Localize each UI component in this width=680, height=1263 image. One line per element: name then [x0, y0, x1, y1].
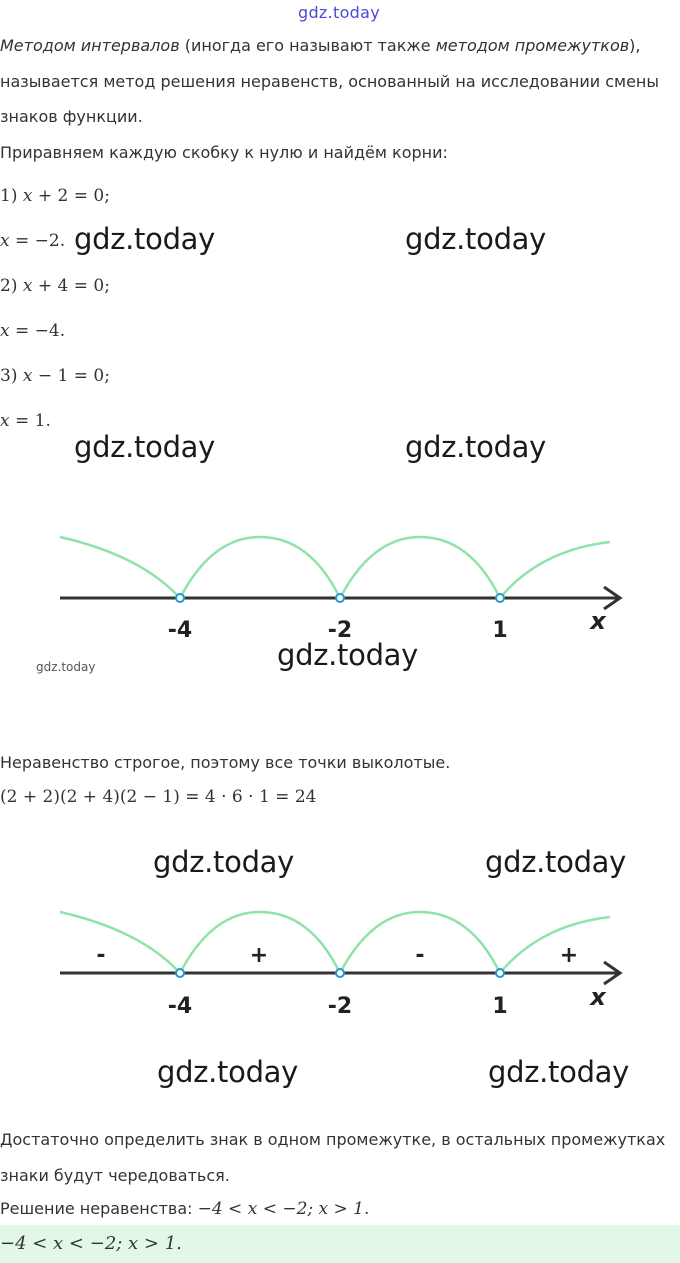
answer-box — [0, 1225, 680, 1263]
point-label: -2 — [327, 618, 353, 643]
root-1 — [0, 231, 65, 251]
watermark-top: gdz.today — [298, 3, 380, 22]
open-point — [176, 594, 184, 602]
intro-line-3: знаков функции. — [0, 107, 143, 126]
equation-2 — [0, 276, 110, 296]
watermark-small: gdz.today — [36, 660, 96, 674]
equation-number: 1) — [0, 186, 18, 206]
term-interval-method: Методом интервалов — [0, 36, 180, 55]
watermark: gdz.today — [157, 1055, 299, 1089]
equation-number: 3) — [0, 366, 18, 386]
point-label: 1 — [492, 994, 508, 1019]
number-line-roots — [0, 525, 680, 650]
intro-line-2: называется метод решения неравенств, основанный на исследовании смены — [0, 72, 660, 91]
watermark: gdz.today — [74, 222, 216, 256]
watermark: gdz.today — [405, 222, 547, 256]
root-3 — [0, 411, 51, 431]
alternation-line-1: Достаточно определить знак в одном промежутке, в остальных промежутках — [0, 1130, 666, 1149]
equation-rest: + 4 = 0; — [32, 276, 110, 296]
open-point — [176, 969, 184, 977]
arc — [60, 912, 180, 973]
term-alt-method: методом промежутков — [435, 36, 630, 55]
point-label: 1 — [492, 618, 508, 643]
watermark: gdz.today — [277, 638, 419, 672]
sign-plus: + — [249, 943, 269, 968]
check-calculation: (2 + 2)(2 + 4)(2 − 1) = 4 · 6 · 1 = 24 — [0, 787, 317, 807]
arc — [60, 537, 180, 598]
variable: x — [22, 186, 33, 206]
sign-minus: - — [415, 943, 425, 968]
watermark: gdz.today — [405, 430, 547, 464]
equation-1 — [0, 186, 110, 206]
alternation-line-2: знаки будут чередоваться. — [0, 1166, 230, 1185]
root-value: = −2. — [9, 231, 66, 251]
answer-value: −4 < x < −2; x > 1. — [0, 1233, 182, 1254]
sign-minus: - — [96, 943, 106, 968]
root-value: = −4. — [9, 321, 66, 341]
roots-intro: Приравняем каждую скобку к нулю и найдём корни: — [0, 143, 448, 162]
root-value: = 1. — [9, 411, 51, 431]
number-line-signs — [0, 900, 680, 1025]
variable: x — [22, 276, 33, 296]
variable: x — [0, 321, 10, 341]
open-point — [496, 969, 504, 977]
watermark: gdz.today — [485, 845, 627, 879]
axis-label: x — [590, 607, 606, 635]
watermark: gdz.today — [74, 430, 216, 464]
open-point — [336, 594, 344, 602]
variable: x — [0, 231, 10, 251]
arc — [180, 537, 340, 598]
equation-3 — [0, 366, 110, 386]
solution-label: Решение неравенства: — [0, 1199, 198, 1218]
equation-rest: + 2 = 0; — [32, 186, 110, 206]
sign-plus: + — [559, 943, 579, 968]
strict-note: Неравенство строгое, поэтому все точки выколотые. — [0, 753, 451, 772]
point-label: -4 — [167, 994, 193, 1019]
equation-rest: − 1 = 0; — [32, 366, 110, 386]
solution-value: −4 < x < −2; x > 1. — [197, 1199, 370, 1219]
variable: x — [0, 411, 10, 431]
open-point — [336, 969, 344, 977]
equation-number: 2) — [0, 276, 18, 296]
root-2 — [0, 321, 65, 341]
point-label: -2 — [327, 994, 353, 1019]
intro-end: ), — [629, 36, 641, 55]
intro-mid: (иногда его называют также — [179, 36, 436, 55]
open-point — [496, 594, 504, 602]
axis-label: x — [590, 983, 606, 1011]
arc — [500, 917, 610, 973]
point-label: -4 — [167, 618, 193, 643]
arc — [340, 537, 500, 598]
variable: x — [22, 366, 33, 386]
solution-line — [0, 1199, 369, 1219]
watermark: gdz.today — [153, 845, 295, 879]
arc — [500, 542, 610, 598]
intro-line-1 — [0, 36, 641, 56]
watermark: gdz.today — [488, 1055, 630, 1089]
